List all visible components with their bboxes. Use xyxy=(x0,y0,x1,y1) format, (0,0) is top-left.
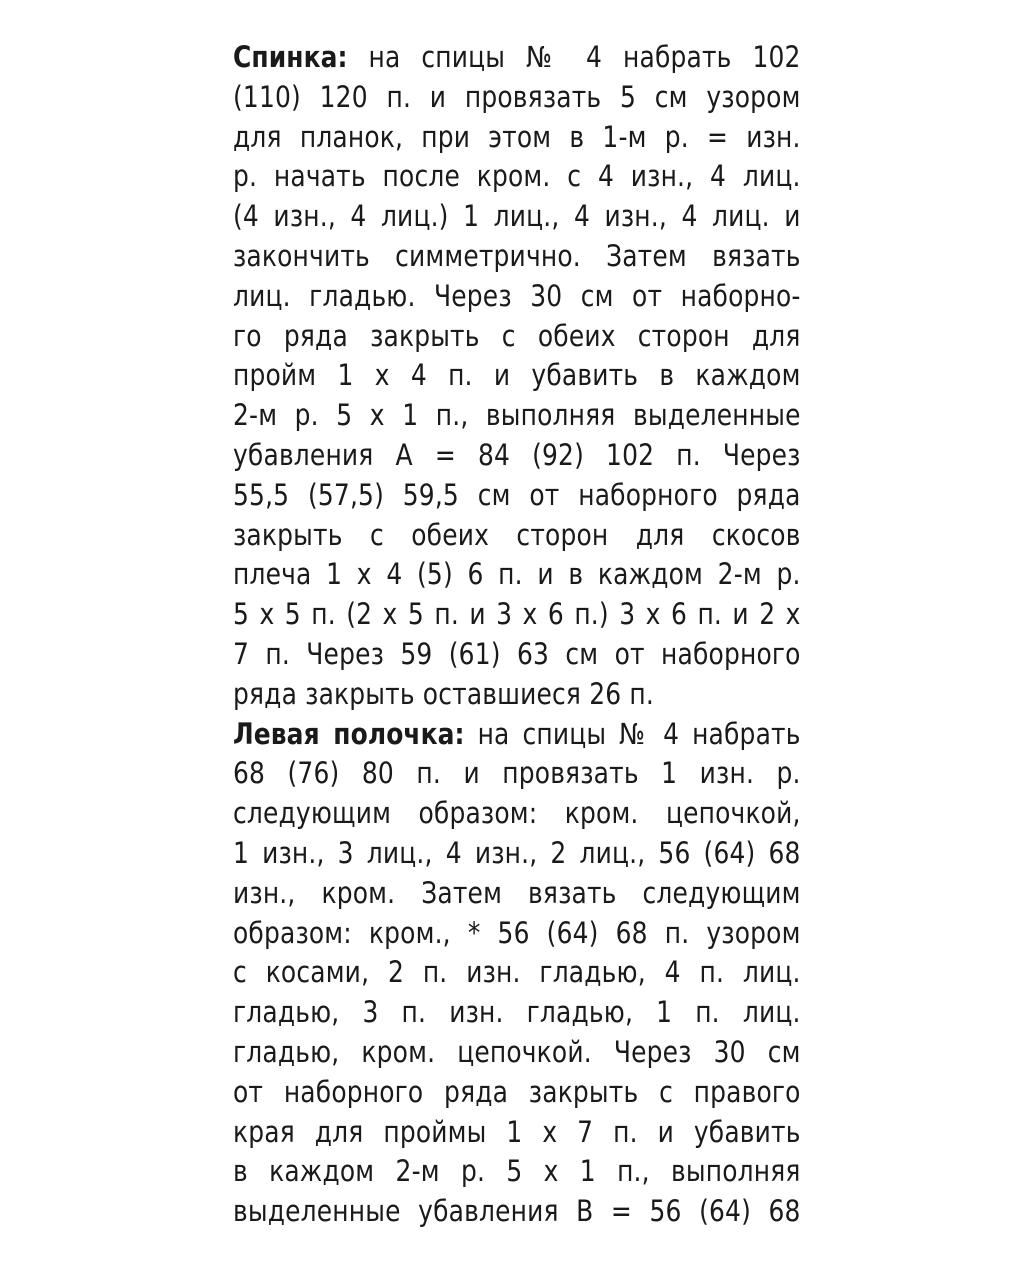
paragraph-line: от наборного ряда закрыть с правого xyxy=(233,1074,801,1109)
paragraph-line: следующим образом: кром. цепочкой, xyxy=(233,796,801,831)
paragraph-line: ряда закрыть оставшиеся 26 п. xyxy=(233,676,654,711)
paragraph-line: гладью, кром. цепочкой. Через 30 см xyxy=(233,1034,801,1069)
paragraph-line: гладью, 3 п. изн. гладью, 1 п. лиц. xyxy=(233,995,801,1030)
paragraph-line: изн., кром. Затем вязать следующим xyxy=(233,875,801,910)
paragraph-line: убавления А = 84 (92) 102 п. Через xyxy=(233,437,801,472)
paragraph-line: с косами, 2 п. изн. гладью, 4 п. лиц. xyxy=(233,955,801,990)
paragraph-line: в каждом 2-м р. 5 х 1 п., выполняя xyxy=(233,1154,801,1189)
section-spinka-first-line xyxy=(233,38,801,78)
paragraph-line: края для проймы 1 х 7 п. и убавить xyxy=(233,1114,801,1149)
paragraph-line: пройм 1 х 4 п. и убавить в каждом xyxy=(233,358,801,393)
paragraph-line: го ряда закрыть с обеих сторон для xyxy=(233,318,801,353)
paragraph-line: р. начать после кром. с 4 изн., 4 лиц. xyxy=(233,159,801,194)
section-heading-spinka: Спинка: xyxy=(233,40,348,74)
paragraph-line: лиц. гладью. Через 30 см от наборно- xyxy=(233,278,801,313)
paragraph-line: 5 х 5 п. (2 х 5 п. и 3 х 6 п.) 3 х 6 п. и 2 х xyxy=(233,597,801,632)
paragraph-line: 1 изн., 3 лиц., 4 изн., 2 лиц., 56 (64) 68 xyxy=(233,835,801,870)
paragraph-line: закончить симметрично. Затем вязать xyxy=(233,238,801,273)
paragraph-line: закрыть с обеих сторон для скосов xyxy=(233,517,801,552)
paragraph-line: плеча 1 х 4 (5) 6 п. и в каждом 2-м р. xyxy=(233,557,801,592)
section-levaya-polochka-first-line xyxy=(233,715,801,755)
paragraph-text: на спицы № 4 набрать 102 xyxy=(347,40,801,74)
paragraph-line: выделенные убавления В = 56 (64) 68 xyxy=(233,1194,801,1229)
text-column xyxy=(233,38,801,1232)
paragraph-line: образом: кром., * 56 (64) 68 п. узором xyxy=(233,915,801,950)
section-heading-levaya-polochka: Левая полочка: xyxy=(233,716,465,751)
paragraph-line: (110) 120 п. и провязать 5 см узором xyxy=(233,79,801,114)
paragraph-line: 68 (76) 80 п. и провязать 1 изн. р. xyxy=(233,756,801,791)
paragraph-line: 2-м р. 5 х 1 п., выполняя выделенные xyxy=(233,398,801,433)
paragraph-line: для планок, при этом в 1-м р. = изн. xyxy=(233,119,801,154)
paragraph-text: на спицы № 4 набрать xyxy=(464,716,801,751)
paragraph-line: (4 изн., 4 лиц.) 1 лиц., 4 изн., 4 лиц. и xyxy=(233,199,801,234)
paragraph-line: 55,5 (57,5) 59,5 см от наборного ряда xyxy=(233,477,801,512)
paragraph-line: 7 п. Через 59 (61) 63 см от наборного xyxy=(233,636,801,671)
